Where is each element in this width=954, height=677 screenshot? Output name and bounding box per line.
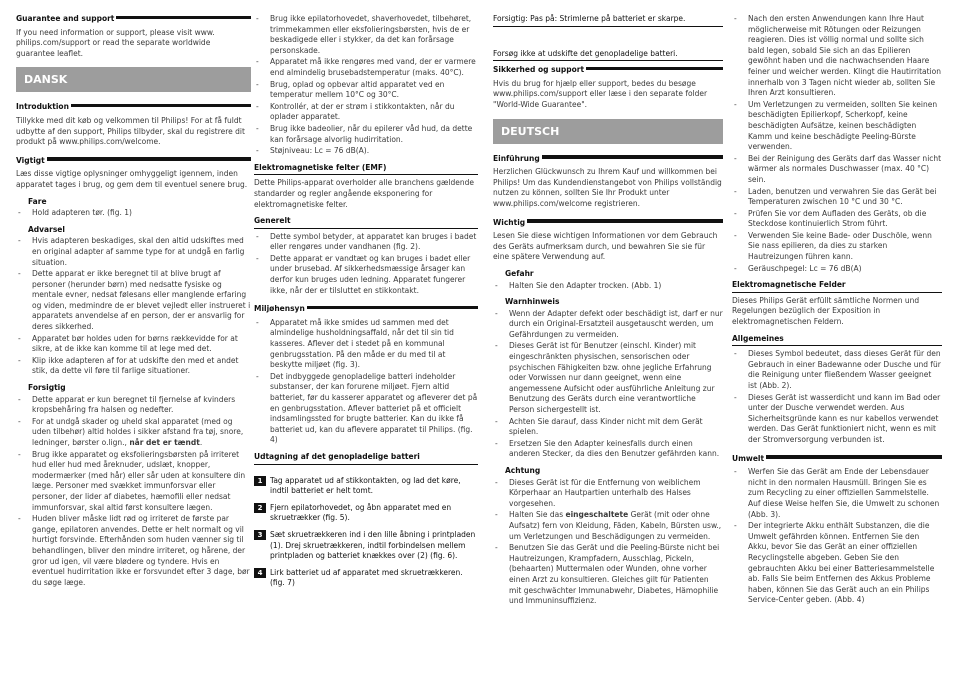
list-item: - Dieses Gerät ist wasserdicht und kann im Bad oder unter der Dusche verwendet werden. Aus Sicherheitsgründe kann es nur kabellos verwendet werden. Das Gerät funktioniert nicht, wenn es mit der Stromversorgung verbunden ist. xyxy=(732,393,942,446)
allgemeines-list xyxy=(732,349,942,445)
warnhinweis-list xyxy=(493,309,723,460)
list-item: - For at undgå skader og uheld skal apparatet (med og uden tilbehør) altid holdes i sikker afstand fra tøj, snore, ledninger, børster o.lign., når det er tændt. xyxy=(16,417,251,449)
step-2: 2 Fjern epilatorhovedet, og åbn apparatet med en skruetrækker (fig. 5). xyxy=(254,503,478,524)
subheading-warnhinweis: Warnhinweis xyxy=(505,297,560,307)
heading-emf: Elektromagnetiske felter (EMF) xyxy=(254,163,478,176)
list-item: - Dette apparat er ikke beregnet til at blive brugt af personer (herunder børn) med nedsatte fysiske og mentale evner, nedsat følesans eller manglende erfaring og viden, medmindre de er blevet vejledt eller instrueret i apparatets anvendelse af en person, der er ansvarlig for deres sikkerhed. xyxy=(16,269,251,333)
language-banner-deutsch: DEUTSCH xyxy=(493,119,723,144)
section-heading-intro: Introduktion xyxy=(16,102,251,113)
list-item: - Benutzen Sie das Gerät und die Peeling-Bürste nicht bei Hautreizungen, Krampfadern, Ausschlag, Pickeln, (behaarten) Muttermalen oder Wunden, ohne vorher einen Arzt zu konsultieren. Gleiches gilt für Patienten mit geschwächter Immunabwehr, Diabetes, Hämophilie und Immuninsuffizienz. xyxy=(493,543,723,607)
list-item: - Dieses Gerät ist für die Entfernung von weiblichem Körperhaar an Hautpartien unterhalb des Halses vorgesehen. xyxy=(493,478,723,510)
step-3: 3 Sæt skruetrækkeren ind i den lille åbning i printpladen (1). Drej skruetrækkeren, indtil forbindelsen mellem printpladen og batteriet knækkes over (2) (fig. 6). xyxy=(254,530,478,562)
heading-elektromagnetische-felder: Elektromagnetische Felder xyxy=(732,280,942,293)
list-item: - Wenn der Adapter defekt oder beschädigt ist, darf er nur durch ein Original-Ersatzteil ausgetauscht werden, um Gefährdungen zu vermeiden. xyxy=(493,309,723,341)
list-item: - Verwenden Sie keine Bade- oder Duschöle, wenn Sie nass epilieren, da dies zu starken Hautreizungen führen kann. xyxy=(732,231,942,263)
list-item: - Um Verletzungen zu vermeiden, sollten Sie keinen beschädigten Epilierkopf, Scherkopf, keine beschädigten Aufsätze, keinen beschädigten Kamm und keine beschädigte Peeling-Bürste verwenden. xyxy=(732,100,942,153)
list-item: - Nach den ersten Anwendungen kann Ihre Haut möglicherweise mit Rötungen oder Reizungen reagieren. Dies ist völlig normal und sollte sich bald legen, sobald Sie sich an das Epilieren gewöhnt haben und die nachwachsenden Haare feiner und weicher werden. Klingt die Hautirritation innerhalb von 3 Tagen nicht wieder ab, sollten Sie Ihren Arzt konsultieren. xyxy=(732,14,942,99)
miljo-list xyxy=(254,318,478,446)
einfuhrung-text: Herzlichen Glückwunsch zu Ihrem Kauf und willkommen bei Philips! Um das Kundendienstangebot von Philips vollständig nutzen zu können, sollten Sie Ihr Produkt unter www.philips.com/welcome registrieren. xyxy=(493,167,722,208)
guarantee-text: If you need information or support, please visit www. philips.com/support or read the separate worldwide guarantee leaflet. xyxy=(16,27,215,58)
list-item: - Achten Sie darauf, dass Kinder nicht mit dem Gerät spielen. xyxy=(493,417,723,438)
list-item: - Dieses Symbol bedeutet, dass dieses Gerät für den Gebrauch in einer Badewanne oder Dusche und für die Reinigung unter fließendem Wasser geeignet ist (Abb. 2). xyxy=(732,349,942,391)
step-1: 1 Tag apparatet ud af stikkontakten, og lad det køre, indtil batteriet er helt tomt. xyxy=(254,476,478,497)
intro-text: Tillykke med dit køb og velkommen til Philips! For at få fuldt udbytte af den support, Philips tilbyder, skal du registrere dit produkt på www.philips.com/welcome. xyxy=(16,115,245,147)
bold-text: når det er tændt xyxy=(129,438,200,447)
subheading-fare: Fare xyxy=(28,196,47,206)
list-item: - Ersetzen Sie den Adapter keinesfalls durch einen anderen Stecker, da dies den Benutzer gefährden kann. xyxy=(493,439,723,460)
list-item: - Brug ikke epilatorhovedet, shaverhovedet, tilbehøret, trimmekammen eller eksfolieringsbørsten, hvis de er beskadigede eller i stykker, da det kan forårsage personskade. xyxy=(254,14,478,56)
column-3 xyxy=(493,14,723,608)
gefahr-list xyxy=(493,281,723,292)
wichtig-text: Lesen Sie diese wichtigen Informationen vor dem Gebrauch des Geräts aufmerksam durch, und bewahren Sie sie für eine spätere Verwendung auf. xyxy=(493,231,718,262)
list-item: - Dette symbol betyder, at apparatet kan bruges i badet eller rengøres under vandhanen (fig. 2). xyxy=(254,232,478,253)
caution-battery-text: Forsøg ikke at udskifte det genopladelige batteri. xyxy=(493,49,723,62)
list-item: - Laden, benutzen und verwahren Sie das Gerät bei Temperaturen zwischen 10 °C und 30 °C. xyxy=(732,187,942,208)
achtung-list xyxy=(493,478,723,607)
support-text: Hvis du brug for hjælp eller support, bedes du besøge www.philips.com/support eller læse i den separate folder "World-Wide Guarantee". xyxy=(493,78,708,109)
list-item: - Støjniveau: Lc = 76 dB(A). xyxy=(254,146,478,157)
list-item: - Brug, oplad og opbevar altid apparatet ved en temperatur mellem 10°C og 30°C. xyxy=(254,80,478,101)
list-item: - Halten Sie das eingeschaltete Gerät (mit oder ohne Aufsatz) fern von Kleidung, Fäden, Kabeln, Bürsten usw., um Verletzungen und Beschädigungen zu vermeiden. xyxy=(493,510,723,542)
list-item: - Det indbyggede genopladelige batteri indeholder substanser, der kan forurene miljøet. Fjern altid batteriet, før du kasserer apparatet og afleverer det på en genbrugsstation. Aflever batteriet på et officielt indsamlingssted for brugte batterier. Kan du ikke få batteriet ud, kan du aflevere apparatet til Philips. (fig. 4) xyxy=(254,372,478,446)
heading-generelt: Generelt xyxy=(254,216,478,229)
list-item: - Brug ikke badeolier, når du epilerer våd hud, da dette kan forårsage alvorlig hudirritation. xyxy=(254,124,478,145)
caution-strips-text: Forsigtig: Pas på: Strimlerne på batteriet er skarpe. xyxy=(493,14,723,27)
list-item: - Kontrollér, at der er strøm i stikkontakten, når du oplader apparatet. xyxy=(254,102,478,123)
column-4 xyxy=(732,14,942,607)
column-1 xyxy=(16,14,251,589)
forsigtig-list-continued xyxy=(254,14,478,157)
forsigtig-list xyxy=(16,395,251,589)
list-item: - Dette apparat er kun beregnet til fjernelse af kvinders kropsbehåring fra halsen og nedefter. xyxy=(16,395,251,416)
list-item: - Prüfen Sie vor dem Aufladen des Geräts, ob die Steckdose kontinuierlich Strom führt. xyxy=(732,209,942,230)
section-heading-einfuhrung: Einführung xyxy=(493,154,723,165)
list-item: - Apparatet må ikke rengøres med vand, der er varmere end almindelig brusebadstemperatur (maks. 40°C). xyxy=(254,57,478,78)
umwelt-list xyxy=(732,467,942,606)
vigtigt-text: Læs disse vigtige oplysninger omhyggeligt igennem, inden apparatet tages i brug, og gem dem til eventuel senere brug. xyxy=(16,169,248,189)
subheading-gefahr: Gefahr xyxy=(505,268,534,278)
subheading-achtung: Achtung xyxy=(505,466,541,475)
emf-text-de: Dieses Philips Gerät erfüllt sämtliche Normen und Regelungen bezüglich der Exposition in elektromagnetischen Feldern. xyxy=(732,295,920,327)
fare-list xyxy=(16,208,251,219)
list-item: - Geräuschpegel: Lc = 76 dB(A) xyxy=(732,264,942,275)
list-item: - Dette apparat er vandtæt og kan bruges i badet eller under brusebad. Af sikkerhedsmæssige årsager kan derfor kun bruges uden ledning. Apparatet fungerer ikke, når der er tilsluttet en stikkontakt. xyxy=(254,254,478,296)
list-item: - Halten Sie den Adapter trocken. (Abb. 1) xyxy=(493,281,723,292)
section-heading-vigtigt: Vigtigt xyxy=(16,156,251,167)
section-heading-guarantee: Guarantee and support xyxy=(16,14,251,25)
language-banner-dansk: DANSK xyxy=(16,67,251,92)
list-item: - Brug ikke apparatet og eksfolieringsbørsten på irriteret hud eller hud med åreknuder, udslæt, knopper, modermærker (med hår) eller sår uden at konsultere din læge. Personer med svækket immunforsvar eller personer, der lider af diabetes, hæmofili eller nedsat immunforsvar, skal altid først konsultere lægen. xyxy=(16,450,251,514)
generelt-list xyxy=(254,232,478,297)
achtung-list-continued xyxy=(732,14,942,274)
heading-allgemeines: Allgemeines xyxy=(732,334,942,347)
emf-text: Dette Philips-apparat overholder alle branchens gældende standarder og regler angående eksponering for elektromagnetiske felter. xyxy=(254,178,474,209)
column-2 xyxy=(254,14,478,595)
list-item: - Der integrierte Akku enthält Substanzen, die die Umwelt gefährden können. Entfernen Sie den Akku, bevor Sie das Gerät an einer offiziellen Recyclingstelle abgeben. Geben Sie den gebrauchten Akku bei einer Batteriesammelstelle ab. Falls Sie beim Entfernen des Akkus Probleme haben, können Sie das Gerät auch an ein Philips Service-Center geben. (Abb. 4) xyxy=(732,521,942,606)
subheading-advarsel: Advarsel xyxy=(28,224,65,234)
section-heading-miljo: Miljøhensyn xyxy=(254,304,478,315)
list-item: - Dieses Gerät ist für Benutzer (einschl. Kinder) mit eingeschränkten physischen, sensorischen oder psychischen Fähigkeiten bzw. ohne jegliche Erfahrung oder Vorwissen nur dann geeignet, wenn eine angemessene Aufsicht oder ausführliche Anleitung zur Benutzung des Geräts durch eine verantwortliche Person sichergestellt ist. xyxy=(493,341,723,415)
list-item: - Huden bliver måske lidt rød og irriteret de første par gange, epilatoren anvendes. Dette er helt normalt og vil hurtigt forsvinde. Efterhånden som huden vænner sig til behandlingen, bliver den mindre irriteret, og hårene, der gror ud igen, vil være blødere og tyndere. Hvis en eventuel hudirritation ikke er forsvundet efter 3 dage, bør du søge læge. xyxy=(16,514,251,588)
bold-text: eingeschaltete xyxy=(565,510,629,520)
list-item: - Apparatet bør holdes uden for børns rækkevidde for at sikre, at de ikke kan komme til at lege med det. xyxy=(16,334,251,355)
subheading-forsigtig: Forsigtig xyxy=(28,383,66,393)
list-item: - Bei der Reinigung des Geräts darf das Wasser nicht wärmer als normales Duschwasser (max. 40 °C) sein. xyxy=(732,154,942,186)
section-heading-umwelt: Umwelt xyxy=(732,454,942,465)
list-item: - Werfen Sie das Gerät am Ende der Lebensdauer nicht in den normalen Hausmüll. Bringen Sie es zum Recycling zu einer offiziellen Sammelstelle. Auf diese Weise helfen Sie, die Umwelt zu schonen (Abb. 3). xyxy=(732,467,942,520)
advarsel-list xyxy=(16,236,251,377)
section-heading-wichtig: Wichtig xyxy=(493,218,723,229)
step-4: 4 Lirk batteriet ud af apparatet med skruetrækkeren. (fig. 7) xyxy=(254,568,478,589)
section-heading-support: Sikkerhed og support xyxy=(493,65,723,76)
list-item: - Klip ikke adapteren af for at udskifte den med et andet stik, da dette vil føre til farlige situationer. xyxy=(16,356,251,377)
list-item: - Apparatet må ikke smides ud sammen med det almindelige husholdningsaffald, når det til sin tid kasseres. Aflever det i stedet på en kommunal genbrugsstation. På den måde er du med til at beskytte miljøet (fig. 3). xyxy=(254,318,478,371)
list-item: - Hold adapteren tør. (fig. 1) xyxy=(16,208,251,219)
list-item: - Hvis adapteren beskadiges, skal den altid udskiftes med en original adapter af samme type for at undgå en farlig situation. xyxy=(16,236,251,268)
heading-udtagning: Udtagning af det genopladelige batteri xyxy=(254,452,478,465)
